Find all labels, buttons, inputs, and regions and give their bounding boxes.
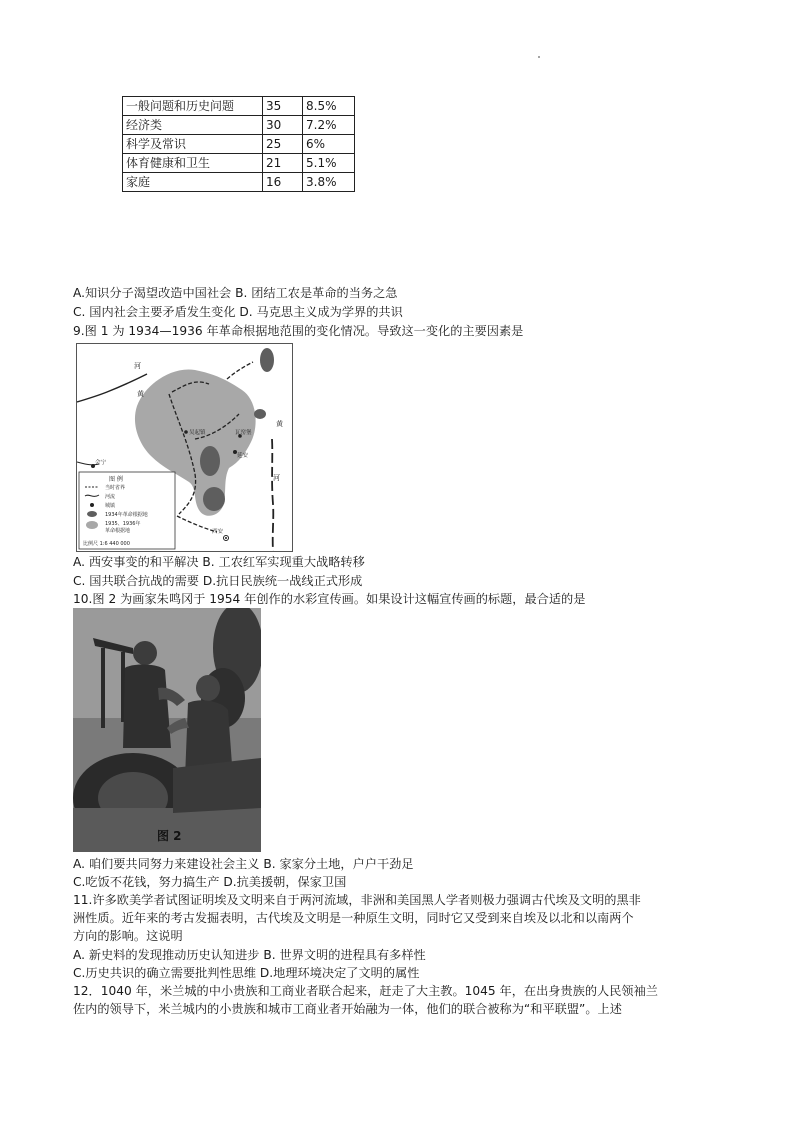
figure-2-painting [73,608,261,852]
table-row [123,154,355,173]
table-cell-count: 16 [263,173,303,192]
town-marker [184,430,188,434]
table-cell-count: 30 [263,116,303,135]
table-cell-category: 一般问题和历史问题 [123,97,263,116]
table-cell-category: 科学及常识 [123,135,263,154]
q12-stem-line2: 佐内的领导下，米兰城内的小贵族和城市工商业者开始融为一体，他们的联合被称为“和平联盟”。上述 [73,1002,622,1016]
town-marker [225,537,227,539]
legend-town-symbol [90,503,94,507]
figure-2-label: 图 2 [157,829,182,843]
map-label-wuqi: 吴起镇 [189,430,206,436]
table-cell-count: 25 [263,135,303,154]
table-row [123,135,355,154]
table-cell-category: 体育健康和卫生 [123,154,263,173]
legend-1934-symbol [87,511,97,517]
table-cell-count: 35 [263,97,303,116]
legend-1935-text-b: 革命根据地 [105,528,131,534]
legend-river-text: 河流 [105,494,116,500]
q11-stem-line2: 洲性质。近年来的考古发掘表明，古代埃及文明是一种原生文明，同时它又受到来自埃及以北和以南两个 [73,911,634,925]
q9-stem: 9.图 1 为 1934—1936 年革命根据地范围的变化情况。导致这一变化的主要因素是 [73,324,524,338]
river [272,439,273,551]
table-cell-category: 家庭 [123,173,263,192]
map-label-yellow: 黄 [137,390,144,398]
q11-options-cd: C.历史共识的确立需要批判性思维 D.地理环境决定了文明的属性 [73,966,420,980]
table-row [123,173,355,192]
province-border [177,516,217,532]
map-label-xian: 西安 [212,529,224,535]
base-area-1934 [203,487,225,511]
table-row [123,116,355,135]
legend-1935-symbol [86,521,98,529]
table-cell-category: 经济类 [123,116,263,135]
q10-options-ab: A. 咱们要共同努力来建设社会主义 B. 家家分土地，户户干劲足 [73,857,414,871]
base-area-1934 [254,409,266,419]
q10-stem: 10.图 2 为画家朱鸣冈于 1954 年创作的水彩宣传画。如果设计这幅宣传画的标题，最合适的是 [73,592,586,606]
base-area-1934 [260,348,274,372]
q11-stem-line3: 方向的影响。这说明 [73,929,183,943]
table-cell-percent: 5.1% [303,154,355,173]
q11-options-ab: A. 新史料的发现推动历史认知进步 B. 世界文明的进程具有多样性 [73,948,426,962]
legend-1934-text: 1934年革命根据地 [105,512,148,518]
legend-scale: 比例尺 1:6 440 000 [83,541,130,547]
q8-options-cd: C. 国内社会主要矛盾发生变化 D. 马克思主义成为学界的共识 [73,305,403,319]
q9-options-cd: C. 国共联合抗战的需要 D.抗日民族统一战线正式形成 [73,574,363,588]
table-cell-count: 21 [263,154,303,173]
legend-title: 图 例 [109,476,123,483]
q11-stem-line1: 11.许多欧美学者试图证明埃及文明来自于两河流域，非洲和美国黑人学者则极力强调古代埃及文明的黑非 [73,893,641,907]
legend-town-text: 城镇 [105,503,116,509]
table-cell-percent: 3.8% [303,173,355,192]
page-dot [538,56,540,58]
painting-drawing [73,608,261,852]
province-border [227,362,253,379]
map-legend-box [79,472,175,549]
map-drawing [77,344,292,551]
table-cell-percent: 7.2% [303,116,355,135]
map-label-river: 河 [134,362,141,370]
statistics-table [122,96,355,192]
q12-stem-line1: 12．1040 年，米兰城的中小贵族和工商业者联合起来，赶走了大主教。1045 年，在出身贵族的人民领袖兰 [73,984,658,998]
q9-options-ab: A. 西安事变的和平解决 B. 工农红军实现重大战略转移 [73,555,365,569]
map-label-yellow-2: 黄 [276,420,283,428]
map-label-wayao: 瓦窑堡 [235,430,252,436]
table-cell-percent: 6% [303,135,355,154]
map-label-yanan: 延安 [237,453,249,459]
figure-1-map [76,343,293,552]
table-row [123,97,355,116]
map-label-huining: 会宁 [95,460,107,466]
legend-1935-text-a: 1935、1936年 [105,521,141,527]
legend-border-text: 当时省界 [105,485,126,491]
q10-options-cd: C.吃饭不花钱，努力搞生产 D.抗美援朝，保家卫国 [73,875,347,889]
map-label-river-2: 河 [273,474,280,482]
table-cell-percent: 8.5% [303,97,355,116]
q8-options-ab: A.知识分子渴望改造中国社会 B. 团结工农是革命的当务之急 [73,286,398,300]
base-area-1934 [200,446,220,476]
